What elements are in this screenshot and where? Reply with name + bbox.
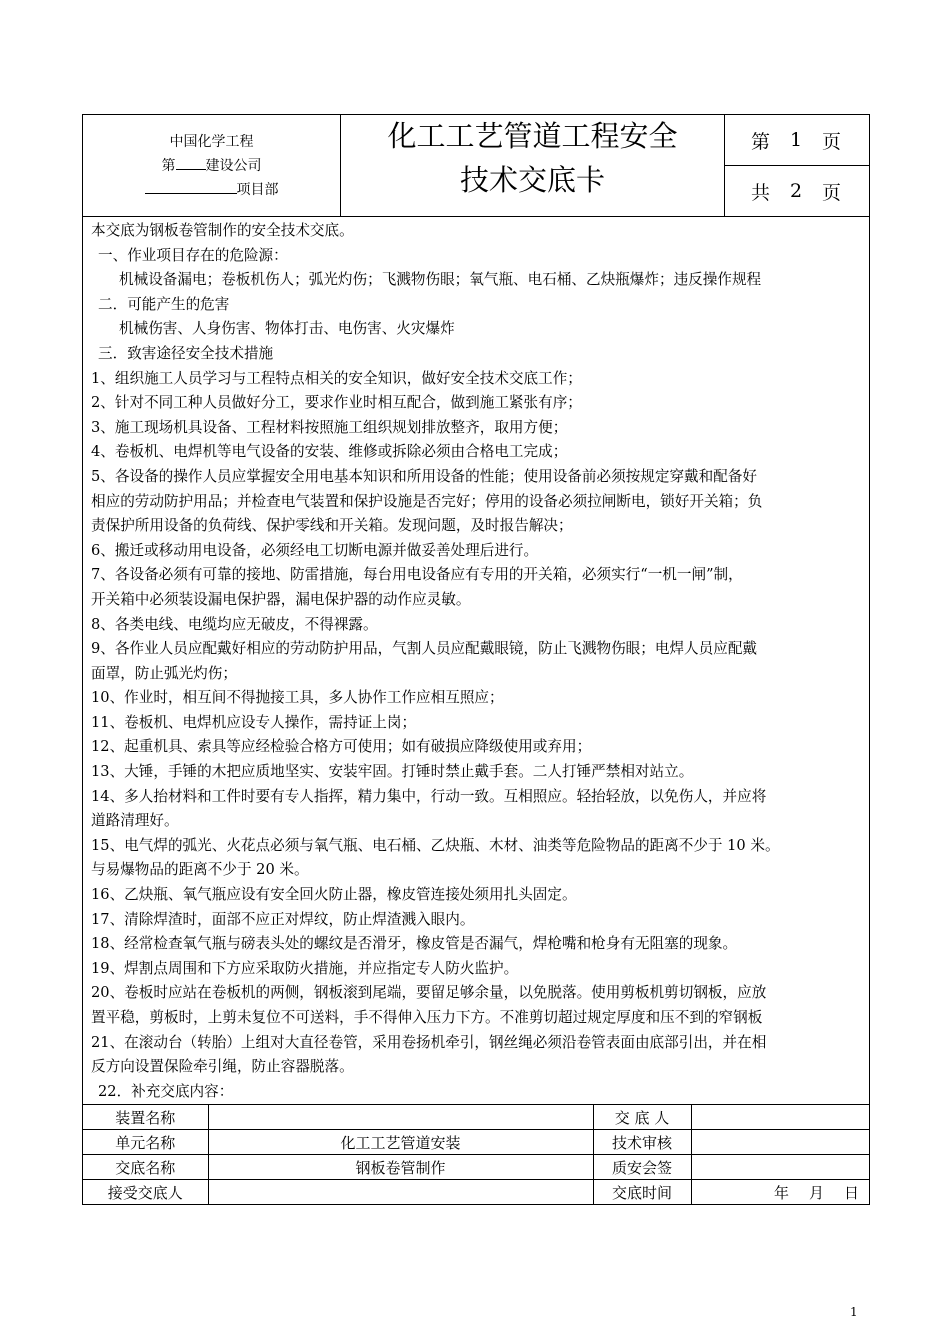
content-line: 20、卷板时应站在卷板机的两侧，钢板滚到尾端，要留足够余量，以免脱落。使用剪板机剪切钢板，应放 (91, 984, 767, 1002)
content-line: 置平稳，剪板时，上剪未复位不可送料，手不得伸入压力下方。不准剪切超过规定厚度和压不到的窄钢板 (91, 1009, 763, 1026)
page-info (725, 115, 869, 216)
field-label: 质安会签 (593, 1155, 691, 1180)
content-line: 18、经常检查氧气瓶与磅表头处的螺纹是否滑牙，橡皮管是否漏气，焊枪嘴和枪身有无阻塞的现象。 (91, 935, 738, 953)
content-line: 机械伤害、人身伤害、物体打击、电伤害、火灾爆炸 (119, 320, 455, 338)
branch-blank (176, 155, 206, 170)
field-label: 接受交底人 (83, 1180, 208, 1205)
field-value (208, 1180, 593, 1205)
content-line: 5、各设备的操作人员应掌握安全用电基本知识和所用设备的性能；使用设备前必须按规定穿戴和配备好 (91, 467, 758, 485)
content-line: 8、各类电线、电缆均应无破皮，不得裸露。 (91, 615, 378, 633)
page-current: 第 1 页 (750, 129, 844, 153)
card-header (83, 115, 869, 217)
content-line: 1、组织施工人员学习与工程特点相关的安全知识，做好安全技术交底工作； (91, 369, 582, 387)
card-title (341, 115, 725, 216)
content-line: 与易爆物品的距离不少于 20 米。 (91, 861, 309, 879)
content-line: 7、各设备必须有可靠的接地、防雷措施，每台用电设备应有专用的开关箱，必须实行“一机一闸”制， (91, 566, 743, 584)
content-line: 反方向设置保险牵引绳，防止容器脱落。 (91, 1058, 354, 1076)
content-line: 道路清理好。 (91, 812, 179, 830)
content-line: 相应的劳动防护用品；并检查电气装置和保护设施是否完好；停用的设备必须拉闸断电，锁好开关箱；负 (91, 492, 763, 510)
content-line: 15、电气焊的弧光、火花点必须与氧气瓶、电石桶、乙炔瓶、木材、油类等危险物品的距离不少于 10 米。 (91, 836, 780, 854)
field-label: 单元名称 (83, 1130, 208, 1155)
date-year-label: 年 (773, 1183, 789, 1202)
field-value (208, 1105, 593, 1130)
content-line: 二．可能产生的危害 (98, 295, 230, 313)
field-value: 化工工艺管道安装 (208, 1130, 593, 1155)
content-line: 17、清除焊渣时，面部不应正对焊纹，防止焊渣溅入眼内。 (91, 910, 475, 928)
content-line: 面罩，防止弧光灼伤； (91, 664, 237, 682)
field-label: 交底名称 (83, 1155, 208, 1180)
content-line: 12、起重机具、索具等应经检验合格方可使用；如有破损应降级使用或弃用； (91, 738, 592, 756)
field-label: 交底时间 (593, 1180, 691, 1205)
page-total: 共 2 页 (725, 165, 869, 216)
content-line: 11、卷板机、电焊机应设专人操作，需持证上岗； (91, 713, 417, 731)
signoff-row (83, 1155, 869, 1180)
content-line: 开关箱中必须装设漏电保护器，漏电保护器的动作应灵敏。 (91, 590, 471, 608)
field-value (691, 1105, 869, 1130)
content-line: 本交底为钢板卷管制作的安全技术交底。 (91, 222, 354, 239)
org-line-company: 中国化学工程 (169, 133, 254, 150)
content-line: 4、卷板机、电焊机等电气设备的安装、维修或拆除必须由合格电工完成； (91, 443, 568, 461)
content-line: 21、在滚动台（转胎）上组对大直径卷管，采用卷扬机牵引，钢丝绳必须沿卷管表面由底部引出，并在相 (91, 1033, 767, 1051)
content-line: 责保护所用设备的负荷线、保护零线和开关箱。发现问题，及时报告解决； (91, 517, 573, 535)
content-line: 13、大锤，手锤的木把应质地坚实、安装牢固。打锤时禁止戴手套。二人打锤严禁相对站立。 (91, 763, 694, 781)
org-line-branch: 第 建设公司 (162, 154, 262, 178)
content-line: 一、作业项目存在的危险源： (98, 246, 288, 264)
date-month-label: 月 (808, 1183, 824, 1202)
content-line: 6、搬迁或移动用电设备，必须经电工切断电源并做妥善处理后进行。 (91, 541, 539, 559)
field-value (691, 1155, 869, 1180)
title-line-2: 技术交底卡 (459, 163, 605, 197)
content-line: 14、多人抬材料和工件时要有专人指挥，精力集中，行动一致。互相照应。轻抬轻放，以免伤人，并应将 (91, 787, 767, 805)
signoff-row (83, 1180, 869, 1205)
field-label: 装置名称 (83, 1105, 208, 1130)
briefing-date (691, 1180, 869, 1205)
field-value (691, 1130, 869, 1155)
content-line: 9、各作业人员应配戴好相应的劳动防护用品，气割人员应配戴眼镜，防止飞溅物伤眼；电焊人员应配戴 (91, 640, 758, 658)
content-line: 3、施工现场机具设备、工程材料按照施工组织规划排放整齐，取用方便； (91, 418, 568, 436)
title-line-1: 化工工艺管道工程安全 (387, 119, 678, 153)
field-label: 交 底 人 (593, 1105, 691, 1130)
field-label: 技术审核 (593, 1130, 691, 1155)
signoff-row (83, 1130, 869, 1155)
safety-briefing-card (82, 114, 870, 1205)
organization-block (83, 115, 341, 216)
project-blank (145, 179, 237, 194)
org-line-project: 项目部 (145, 178, 279, 202)
content-line: 机械设备漏电；卷板机伤人；弧光灼伤；飞溅物伤眼；氧气瓶、电石桶、乙炔瓶爆炸；违反操作规程 (119, 271, 762, 289)
page-number: 1 (850, 1305, 858, 1319)
content-line: 16、乙炔瓶、氧气瓶应设有安全回火防止器，橡皮管连接处须用扎头固定。 (91, 886, 577, 904)
content-line: 22．补充交底内容： (98, 1082, 234, 1100)
content-line: 19、焊割点周围和下方应采取防火措施，并应指定专人防火监护。 (91, 959, 519, 977)
content-line: 10、作业时，相互间不得抛接工具，多人协作工作应相互照应； (91, 689, 504, 707)
content-line: 三．致害途径安全技术措施 (98, 344, 274, 362)
content-line: 2、针对不同工种人员做好分工，要求作业时相互配合，做到施工紧张有序； (91, 394, 582, 412)
signoff-row (83, 1105, 869, 1130)
field-value: 钢板卷管制作 (208, 1155, 593, 1180)
date-day-label: 日 (843, 1183, 859, 1202)
signoff-table (83, 1104, 869, 1204)
briefing-content (83, 217, 869, 1104)
